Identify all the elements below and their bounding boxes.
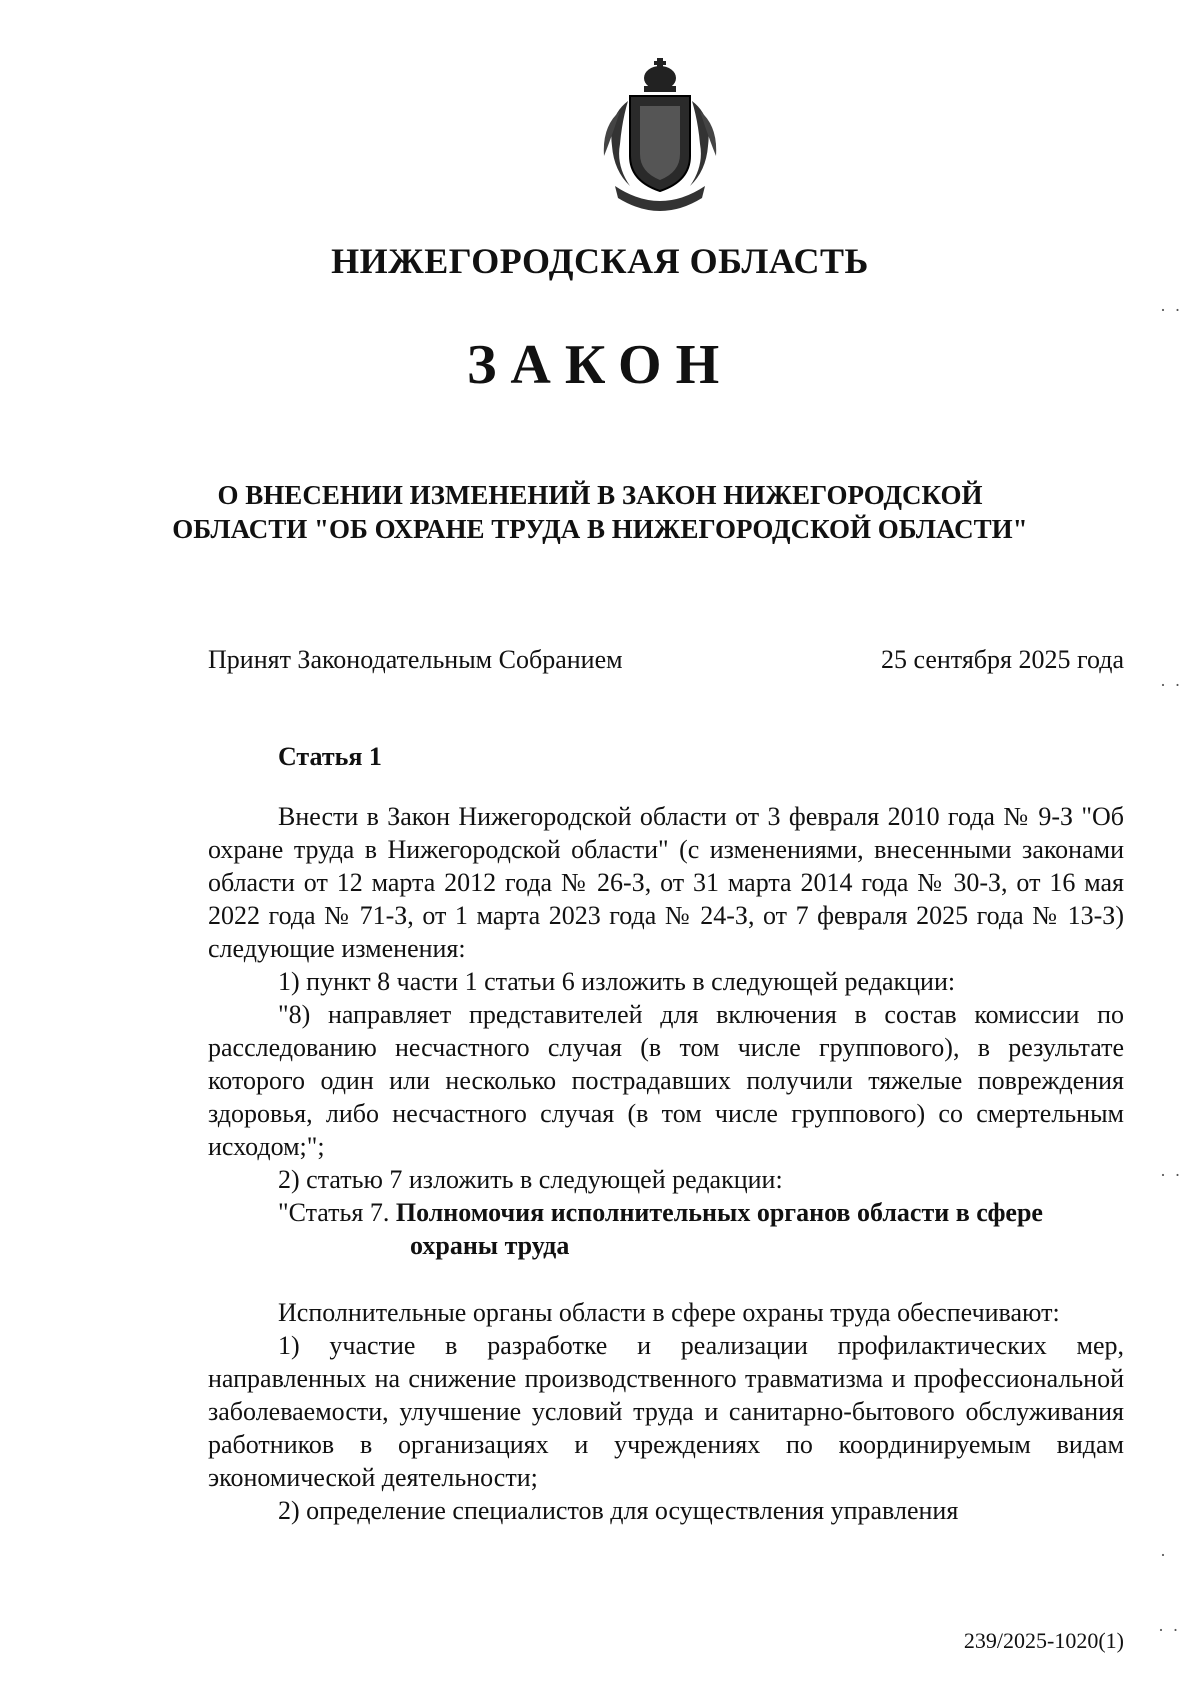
- article-7-heading: [278, 1196, 1124, 1229]
- adopted-by: Принят Законодательным Собранием: [208, 645, 623, 674]
- paragraph-item-1: 1) пункт 8 части 1 статьи 6 изложить в следующей редакции:: [278, 967, 956, 996]
- scan-artifact: ·: [1160, 1545, 1168, 1565]
- paragraph-intro: Внести в Закон Нижегородской области от 3 февраля 2010 года № 9-З "Об охране труда в Нижегородской области" (с изменениями, внесенными законами области от 12 марта 2012 года № 26-З, от 31 марта 2014 года № 30-З, от 16 мая 2022 года № 71-З, от 1 марта 2023 года № 24-З, от 7 февраля 2025 года № 13-З) следующие изменения:: [208, 802, 1124, 963]
- scan-artifact: · ·: [1160, 300, 1183, 320]
- law-title-line1: О ВНЕСЕНИИ ИЗМЕНЕНИЙ В ЗАКОН НИЖЕГОРОДСКОЙ: [217, 480, 983, 510]
- paragraph-duty-2: 2) определение специалистов для осуществления управления: [278, 1496, 959, 1525]
- document-number: 239/2025-1020(1): [963, 1628, 1124, 1653]
- article-1-heading: Статья 1: [278, 742, 382, 771]
- article-7-title: Полномочия исполнительных органов области в сфере: [395, 1198, 1043, 1227]
- paragraph-item-2: 2) статью 7 изложить в следующей редакции:: [278, 1165, 783, 1194]
- article-7-title-line2: охраны труда: [410, 1231, 570, 1260]
- article-7-number: "Статья 7.: [278, 1198, 390, 1227]
- region-heading: НИЖЕГОРОДСКАЯ ОБЛАСТЬ: [331, 241, 869, 281]
- adoption-line: [208, 645, 1124, 675]
- scan-artifact: · ·: [1158, 1620, 1181, 1640]
- paragraph-duty-1: 1) участие в разработке и реализации профилактических мер, направленных на снижение производственного травматизма и профессиональной заболеваемости, улучшение условий труда и санитарно-бытового обслуживания работников в организациях и учреждениях по координируемым видам экономической деятельности;: [208, 1331, 1124, 1492]
- law-title: [0, 478, 1200, 546]
- document-type-heading: ЗАКОН: [466, 334, 734, 396]
- paragraph-point-8: "8) направляет представителей для включения в состав комиссии по расследованию несчастного случая (в том числе группового), в результате которого один или несколько пострадавших получили тяжелые повреждения здоровья, либо несчастного случая (в том числе группового) со смертельным исходом;";: [208, 1000, 1124, 1161]
- article-1-body: [208, 800, 1124, 1527]
- law-title-line2: ОБЛАСТИ "ОБ ОХРАНЕ ТРУДА В НИЖЕГОРОДСКОЙ ОБЛАСТИ": [172, 514, 1028, 544]
- coat-of-arms-emblem: [590, 56, 730, 216]
- scan-artifact: · ·: [1160, 675, 1183, 695]
- adopted-date: 25 сентября 2025 года: [880, 645, 1124, 674]
- scan-artifact: · ·: [1160, 1165, 1183, 1185]
- paragraph-executive-bodies: Исполнительные органы области в сфере охраны труда обеспечивают:: [278, 1298, 1060, 1327]
